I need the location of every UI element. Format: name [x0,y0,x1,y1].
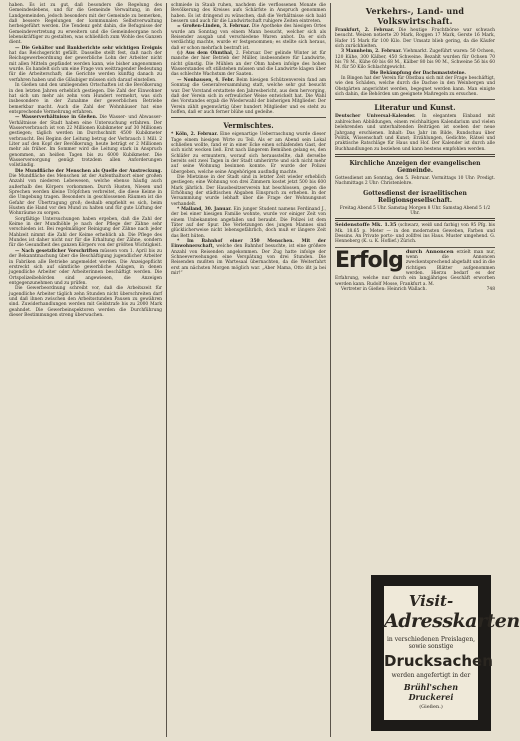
article-lead: Frankfurt, 2. Februar. [335,28,395,33]
article-paragraph [9,46,162,83]
section-heading: Verkehrs-, Land- und Volkswirtschaft. [365,6,465,26]
card-text: werden angefertigt in der [391,672,471,679]
article-paragraph: Gottesdienst am Sonntag, den 5. Februar. Vormittags 10 Uhr: Predigt. Nachmittags 2 Uhr: Christenlehre. [335,175,495,187]
card-subtitle: in verschiedenen Preislagen, sowie sonstige [387,636,475,650]
article-text: Eine eigenartige Ueberraschung wurde dieser Tage einem hiesigen Wirte zu Teil. Als er am Abend sein Lokal schließen wollte, fand er in einer Ecke einen schlafenden Gast, der sich nicht wecken ließ. Erst nach längerem Bemühen gelang es, den Schläfer zu ermuntern, worauf sich herausstellte, daß derselbe bereits seit zwei Tagen in der Stadt umherirrte und sich nicht mehr auf seine Wohnung besinnen konnte. Er wurde der Polizei übergeben, welche seine Angehörigen ausfindig machte. [171,132,326,175]
section-divider [335,218,495,221]
article-lead: Deutscher Universal-Kalender. [335,114,416,120]
article-paragraph [9,249,162,286]
article-lead: * Köln, 2. Februar. [171,132,218,138]
article-text: Ein junger Student namens Ferdinand J., der bei einer hiesigen Familie wohnte, wurde vor einiger Zeit von einem Unbekannten angefallen und beraubt. Die Polizei ist dem Täter auf der Spur. Die Verletzungen des jungen Mannes sind glücklicherweise nicht lebensgefährlich, doch muß er längere Zeit das Bett hüten. [171,207,326,239]
advertisement-silk: Seidenstoffe Mk. 1.35 (schwarz, weiß und farbig) von 95 Pfg. bis Mk. 18.65 p. Meter — in den modernsten Geweben, Farben und Dessins. An Private porto- und zollfrei ins Haus. Muster umgehend. G. Henneberg (K. u. K. Hoflief.) Zürich. [335,222,495,245]
column-middle [166,3,330,737]
article-text: Beim hiesigen Schützenverein fand am Sonntag die Generalversammlung statt, welche sehr gut besucht war. Der Vorstand erstattete den Jahresbericht, aus dem hervorging, daß der Verein sich in erfreulicher Weise entwickelt hat. Die Wahl des Vorstandes ergab die Wiederwahl der bisherigen Mitglieder. Der Verein zählt gegenwärtig über hundert Mitglieder und es steht zu hoffen, daß er auch ferner blühe und gedeihe. [171,77,326,115]
article-text: In elegantem Einband mit zahlreichen Abbildungen, einem reichhaltigen Kalendarium und vielen belehrenden und unterhaltenden Beiträgen ist soeben der neue Jahrgang erschienen. Inhalt: Das Jahr im Bilde, Rundschau über Politik, Wissenschaft und Kunst; Erzählungen, Gedichte, Rätsel und praktische Ratschläge für Haus und Hof. Der Kalender ist durch alle Buchhandlungen zu beziehen und kann bestens empfohlen werden. [335,114,495,152]
section-heading: Kirchliche Anzeigen der evangelischen Gemeinde. [349,159,481,174]
article-paragraph [171,207,326,239]
section-divider [335,154,495,157]
business-card-frame [383,585,520,721]
article-paragraph [171,132,326,175]
article-text: 2. Februar. Der gelinde Winter ist für manche der hier Betrieb der Müller, insbesondere für Landwirte, nicht günstig. Die Mühlen an der Ohm haben infolge des hohen Wasserstandes oft stillstehen müssen und die Landwirte klagen über das schlechte Wachstum der Saaten. [171,51,326,78]
article-subheading: Die Bekämpfung der Dachsmaststeine. [370,70,466,76]
article-lead: — Die Gehälter und Bankberichte sehr wichtigen Ereignis [15,45,162,51]
card-title-adresskarten: Adresskarten [384,610,520,632]
article-text: Die heutige Fruchtbörse war schwach besucht. Weizen notierte 20 Mark, Roggen 17 Mark, Gerste 16 Mark, Hafer 15 Mark für 100 Kilo. Der Umsatz blieb gering, da die Käufer sich zurückhielten. [335,28,495,50]
advertisement-footer: Vertreter in Gießen: Heinrich Wallach. 748 [341,287,495,293]
section-heading: Vermischtes. [223,121,274,131]
card-drucksachen: Drucksachen [384,652,493,670]
column-right [330,3,520,737]
article-paragraph [335,49,495,70]
article-lead: — Nonhausen, 4. Febr. [177,77,235,83]
article-text: müssen vom 1. April bis zu der Bekanntmachung über die Beschäftigung jugendlicher Arbeiter in Fabriken alle Betriebe angemeldet werden. Die Anzeigepflicht erstreckt sich auf sämtliche gewerbliche Anlagen, in denen jugendliche Arbeiter oder Arbeiterinnen beschäftigt werden. Die Ortspolizeibehörden sind angewiesen, die Anzeigen entgegenzunehmen und zu prüfen. [9,248,162,286]
article-paragraph: In Gießen und den umliegenden Ortschaften ist die Bevölkerung in den letzten Jahren erheblich gestiegen. Die Zahl der Einwohner hat sich um mehr als zehn vom Hundert vermehrt, was sich insbesondere in der Zunahme der gewerblichen Betriebe bemerkbar macht. Auch die Zahl der Wohnhäuser hat eine entsprechende Vermehrung erfahren. [9,83,162,115]
article-paragraph [171,239,326,276]
article-paragraph [171,78,326,115]
article-lead: — Wasserverhältnisse in Gießen. [15,115,98,121]
article-paragraph: Freitag Abend 5 Uhr. Samstag Morgen 8 Uhr. Samstag Abend 5 1/2 Uhr. [339,205,491,216]
article-text: hat das Reichsgericht gefällt. Dasselbe stellt fest, daß nach der Reichsgewerbeordnung der gewerbliche Lohn der Arbeiter nicht mit allen Mitteln gepfändet werden kann, wie bisher angenommen wurde. Es handelt sich um eine Frage von weittragender Bedeutung für die Arbeiterschaft; die Gerichte werden künftig danach zu verfahren haben und die Gläubiger müssen sich darauf einstellen. [9,51,162,83]
article-paragraph [171,51,326,78]
article-text: Viehmarkt. Zugeführt waren: 50 Ochsen, 120 Kühe, 300 Kälber, 450 Schweine. Bezahlt wurden für Ochsen 70 bis 78 M., Kühe 60 bis 68 M., Kälber 80 bis 90 M., Schweine 56 bis 60 M. für 50 Kilo Schlachtgewicht. [335,49,496,71]
article-paragraph: Sorgfältige Untersuchungen haben ergeben, daß die Zahl der Keime in der Mundhöhle je nach der Pflege der Zähne sehr verschieden ist. Bei regelmäßiger Reinigung der Zähne nach jeder Mahlzeit nimmt die Zahl der Keime erheblich ab. Die Pflege des Mundes ist daher nicht nur für die Erhaltung der Zähne, sondern für die Gesundheit des ganzen Körpers von der größten Wichtigkeit. [9,216,162,249]
article-paragraph: haben. Es ist zu gut, daß besonders die Regelung des Gemeindeslebens, und für die Gemeinde Verwaltung, in den Landgemeinden, jedoch besonders mit der Gemeinde zu bemerken, daß bessere Regelungen der kommunalen Selbstverwaltung herbeigeführt werden. Die Tendenz geht dahin, die Befugnisse der Gemeindevertretung zu erweitern und die Gemeindeorgane noch lebenskräftiger zu gestalten, was schließlich zum Wohle des Ganzen dient. [9,3,162,46]
section-heading: Gottesdienst der israelitischen Religionsgesellschaft. [363,189,467,204]
article-paragraph: schmiede in Staub ruhen, nachdem die verflossenen Monate die Bevölkerung des Kreises aufs Schärfste in Anspruch genommen haben. Es ist dringend zu wünschen, daß die Verhältnisse sich bald bessern und auch für die Landwirtschaft ruhigere Zeiten eintreten. [171,3,326,25]
article-paragraph [9,169,162,217]
article-lead: Die Mundfläche der Menschen als Quelle der Anstreckung. [15,168,162,174]
article-paragraph: Die Mietzinse in der Stadt sind in letzter Zeit wieder erheblich gestiegen; eine Wohnung von drei Zimmern kostet jetzt 500 bis 600 Mark jährlich. Der Hausbesitzerverein hat beschlossen, gegen die Erhöhung der städtischen Abgaben Einspruch zu erheben. In der Versammlung wurde lebhaft über die Frage der Wohnungsnot verhandelt. [171,174,326,207]
section-divider [171,117,326,118]
article-lead: — Nach gesetzlicher Vorschriften [15,248,99,254]
section-divider [335,99,495,100]
business-card-advertisement [371,575,520,731]
article-lead: = Großen-Linden, 3. Februar. [177,24,251,30]
article-paragraph: Die Gewerbeordnung schreibt vor, daß die Arbeitszeit für jugendliche Arbeiter täglich zehn Stunden nicht überschreiten darf und daß ihnen zwischen den Arbeitsstunden Pausen zu gewähren sind. Zuwiderhandlungen werden mit Geldstrafe bis zu 2000 Mark geahndet. Die Gewerbeinspektoren werden die Durchführung dieser Bestimmungen streng überwachen. [9,286,162,318]
card-printer-name: Brühl'schen Druckerei [403,682,459,702]
column-left [5,3,166,737]
article-lead: * Mailand, 30. Januar. [177,207,232,213]
advertisement-text: durch Annoncen erzielt man nur, wenn die Annoncen zweckentsprechend abgefaßt und in die richtigen Blätter aufgenommen werden. Hierzu bedarf es der Erfahrung, welche nur durch ein langjähriges Geschäft erworben werden kann. Rudolf Mosse, Frankfurt a. M. [335,248,495,287]
article-paragraph [335,114,495,151]
article-text: Die Apotheke des hiesigen Ortes wurde am Sonntag von einem Mann besucht, welcher sich als Reisender ausgab und verschiedene Waren anbot. Da er sich verdächtig machte, wurde er festgenommen; es stellte sich heraus, daß er schon mehrfach bestraft ist. [171,24,326,51]
card-title-visit: Visit- [408,592,454,610]
column-layout [5,3,520,737]
advertisement-headline: Erfolg [335,247,403,273]
article-paragraph [9,115,162,168]
article-paragraph [171,24,326,51]
section-heading: Literatur und Kunst. [374,103,456,113]
article-lead: (:) Aus dem Ohmthal, [177,51,234,57]
article-text: Die Wasser- und Abwasser-Verhältnisse der Stadt haben eine Untersuchung erfahren. Der Wasserverbrauch ist von 22 Millionen Kubikmeter auf 30 Millionen gestiegen; täglich werden im Durchschnitt 4500 Kubikmeter verbraucht. Bei Beginn der Leitung betrug der Verbrauch 1 Mill. 2 Liter auf den Kopf der Bevölkerung; heute beträgt er 2 Millionen mehr als früher. Im Sommer wird die Leitung stark in Anspruch genommen, an heißen Tagen bis zu 6000 Kubikmeter. Die Wasserversorgung genügt trotzdem allen Anforderungen vollständig. [9,115,162,169]
article-paragraph [335,28,495,49]
article-lead: * Im Bahnhof einer 350 Menschen. Mit der Einwohnerschaft, [171,239,326,250]
article-paragraph: In Bingen hat der Verein für Obstbau sich mit der Frage beschäftigt, wie den Schäden, welche durch die Dachse in den Weinbergen und Obstgärten angerichtet werden, begegnet werden kann. Man einigte sich dahin, die Behörden um geeignete Maßregeln zu ersuchen. [335,76,495,98]
article-text: welche den Bahnhof besuchte, ist eine größere Anzahl von Reisenden angekommen. Der Zug hatte infolge der Schneeverwehungen eine Verspätung von drei Stunden. Die Reisenden mußten im Wartesaal übernachten, da die Weiterfahrt erst am nächsten Morgen möglich war. „Aber Mama, Otto ißt ja bei mir!“ [171,244,326,277]
article-lead: 3 Mannheim, 2. Februar. [341,49,402,55]
advertisement-annoncen [335,247,495,293]
card-location: (Gießen.) [419,704,443,710]
article-text: Die Mundfläche des Menschen ist der Aufenthaltsort einer großen Anzahl von niederen Lebewesen, welche ebenso häufig auch außerhalb des Körpers vorkommen. Durch Husten, Niesen und Sprechen werden kleine Tröpfchen verbreitet, die diese Keime in die Umgebung tragen. Besonders in geschlossenen Räumen ist die Gefahr der Übertragung groß; deshalb empfiehlt es sich, beim Husten die Hand vor den Mund zu halten und für gute Lüftung der Wohnräume zu sorgen. [9,174,162,217]
